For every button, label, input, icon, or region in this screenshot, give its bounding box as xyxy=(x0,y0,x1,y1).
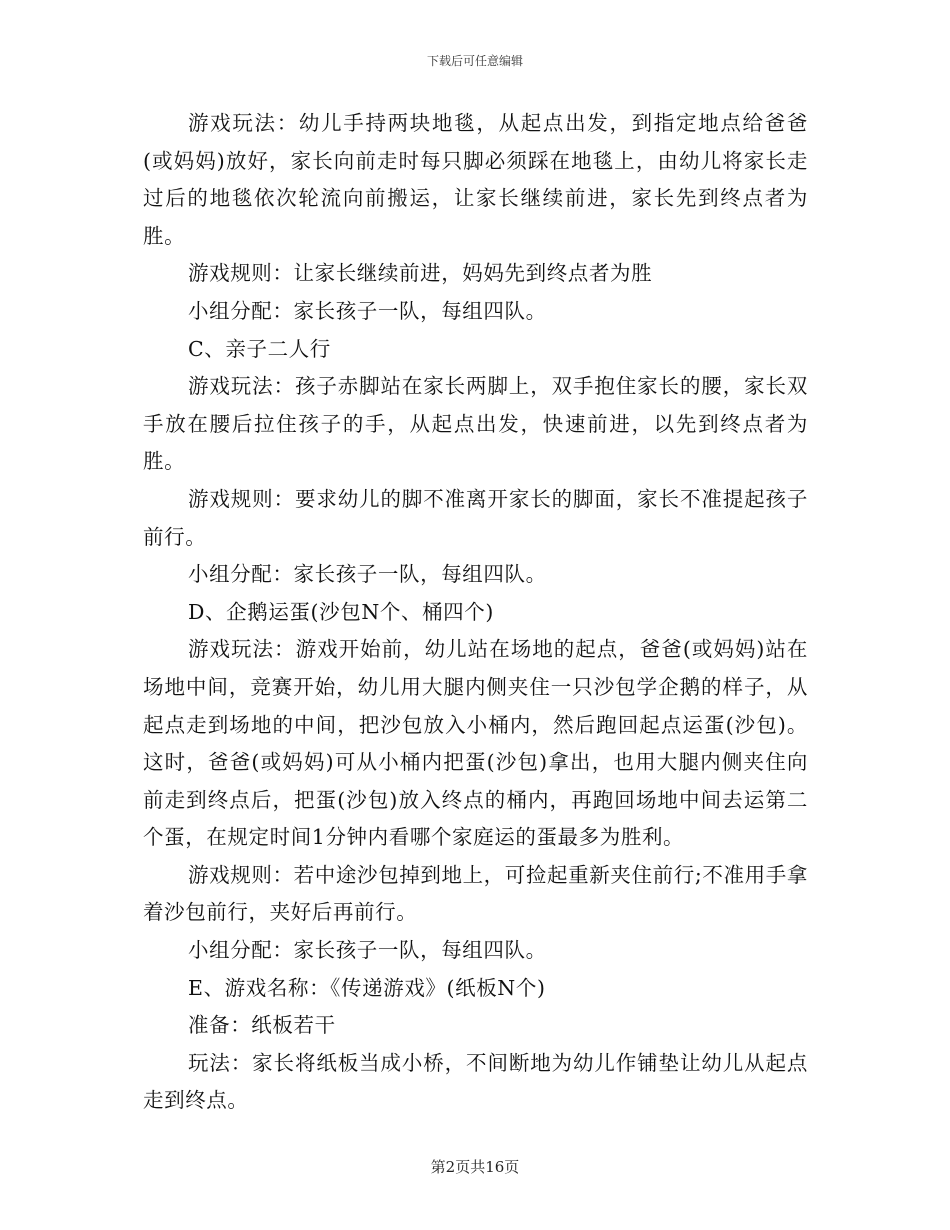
paragraph-gameplay-duo: 游戏玩法：孩子赤脚站在家长两脚上，双手抱住家长的腰，家长双手放在腰后拉住孩子的手，从起点出发，快速前进，以先到终点者为胜。 xyxy=(143,374,808,474)
paragraph-groups-carpet: 小组分配：家长孩子一队，每组四队。 xyxy=(188,298,547,323)
document-body xyxy=(143,105,808,1120)
paragraph-rules-duo: 游戏规则：要求幼儿的脚不准离开家长的脚面，家长不准提起孩子前行。 xyxy=(143,486,808,549)
paragraph-groups-penguin: 小组分配：家长孩子一队，每组四队。 xyxy=(188,938,547,963)
paragraph-gameplay-carpet: 游戏玩法：幼儿手持两块地毯，从起点出发，到指定地点给爸爸(或妈妈)放好，家长向前走时每只脚必须踩在地毯上，由幼儿将家长走过后的地毯依次轮流向前搬运，让家长继续前进，家长先到终点者为胜。 xyxy=(143,111,808,248)
section-heading-d: D、企鹅运蛋(沙包N个、桶四个) xyxy=(188,599,494,624)
section-heading-c: C、亲子二人行 xyxy=(188,336,331,361)
paragraph-rules-carpet: 游戏规则：让家长继续前进，妈妈先到终点者为胜 xyxy=(188,261,653,286)
paragraph-preparation: 准备：纸板若干 xyxy=(188,1013,336,1038)
paragraph-gameplay-relay: 玩法：家长将纸板当成小桥，不间断地为幼儿作铺垫让幼儿从起点走到终点。 xyxy=(143,1050,808,1113)
paragraph-groups-duo: 小组分配：家长孩子一队，每组四队。 xyxy=(188,562,547,587)
paragraph-gameplay-penguin: 游戏玩法：游戏开始前，幼儿站在场地的起点，爸爸(或妈妈)站在场地中间，竞赛开始，幼儿用大腿内侧夹住一只沙包学企鹅的样子，从起点走到场地的中间，把沙包放入小桶内，然后跑回起点运蛋(沙包)。这时，爸爸(或妈妈)可从小桶内把蛋(沙包)拿出，也用大腿内侧夹住向前走到终点后，把蛋(沙包)放入终点的桶内，再跑回场地中间去运第二个蛋，在规定时间1分钟内看哪个家庭运的蛋最多为胜利。 xyxy=(143,637,808,850)
page-header: 下载后可任意编辑 xyxy=(426,54,523,68)
page-footer: 第2页共16页 xyxy=(430,1158,520,1176)
paragraph-rules-penguin: 游戏规则：若中途沙包掉到地上，可捡起重新夹住前行;不准用手拿着沙包前行，夹好后再前行。 xyxy=(143,862,808,925)
section-heading-e: E、游戏名称：《传递游戏》(纸板N个) xyxy=(188,975,546,1000)
